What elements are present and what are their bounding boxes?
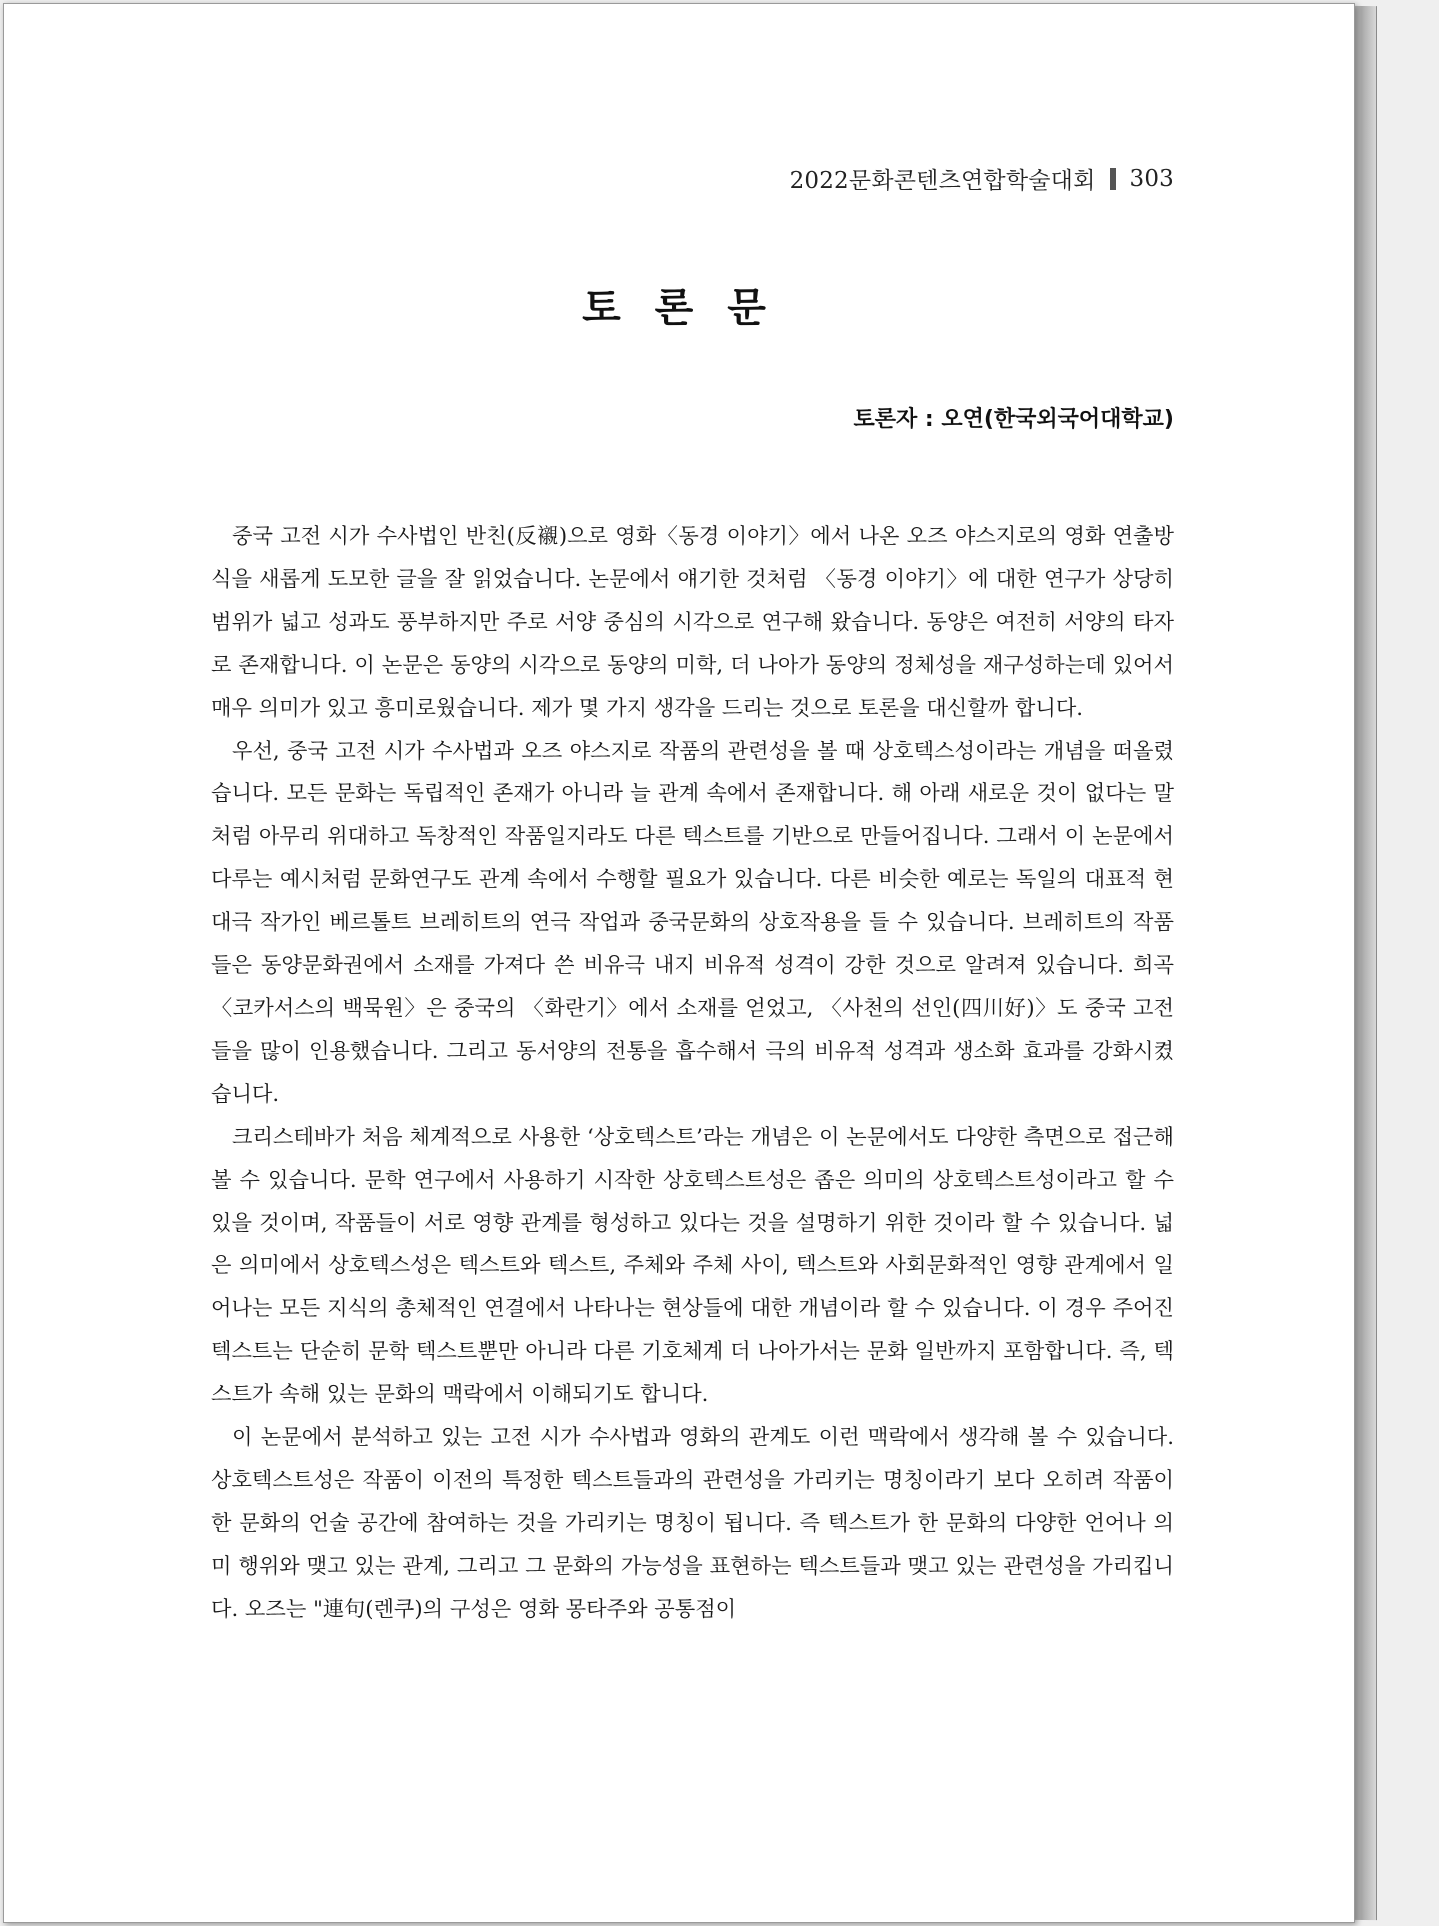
paragraph-2: 우선, 중국 고전 시가 수사법과 오즈 야스지로 작품의 관련성을 볼 때 상호텍스성이라는 개념을 떠올렸습니다. 모든 문화는 독립적인 존재가 아니라 늘 관계 속에서 존재합니다. 해 아래 새로운 것이 없다는 말처럼 아무리 위대하고 독창적인 작품일지라도 다른 텍스트를 기반으로 만들어집니다. 그래서 이 논문에서 다루는 예시처럼 문화연구도 관계 속에서 수행할 필요가 있습니다. 다른 비슷한 예로는 독일의 대표적 현대극 작가인 베르톨트 브레히트의 연극 작업과 중국문화의 상호작용을 들 수 있습니다. 브레히트의 작품들은 동양문화권에서 소재를 가져다 쓴 비유극 내지 비유적 성격이 강한 것으로 알려져 있습니다. 희곡 〈코카서스의 백묵원〉은 중국의 〈화란기〉에서 소재를 얻었고, 〈사천의 선인(四川好)〉도 중국 고전들을 많이 인용했습니다. 그리고 동서양의 전통을 흡수해서 극의 비유적 성격과 생소화 효과를 강화시켰습니다.: [211, 737, 1174, 1106]
body-text: [211, 515, 1174, 1631]
running-title: 2022문화콘텐츠연합학술대회: [789, 168, 1096, 194]
running-header: [790, 162, 1174, 195]
header-separator-bar: [1110, 168, 1116, 190]
paragraph-1: 중국 고전 시가 수사법인 반친(反襯)으로 영화〈동경 이야기〉에서 나온 오즈 야스지로의 영화 연출방식을 새롭게 도모한 글을 잘 읽었습니다. 논문에서 얘기한 것처럼 〈동경 이야기〉에 대한 연구가 상당히 범위가 넓고 성과도 풍부하지만 주로 서양 중심의 시각으로 연구해 왔습니다. 동양은 여전히 서양의 타자로 존재합니다. 이 논문은 동양의 시각으로 동양의 미학, 더 나아가 동양의 정체성을 재구성하는데 있어서 매우 의미가 있고 흥미로웠습니다. 제가 몇 가지 생각을 드리는 것으로 토론을 대신할까 합니다.: [211, 523, 1174, 720]
paragraph-4: 이 논문에서 분석하고 있는 고전 시가 수사법과 영화의 관계도 이런 맥락에서 생각해 볼 수 있습니다. 상호텍스트성은 작품이 이전의 특정한 텍스트들과의 관련성을 가리키는 명칭이라기 보다 오히려 작품이 한 문화의 언술 공간에 참여하는 것을 가리키는 명칭이 됩니다. 즉 텍스트가 한 문화의 다양한 언어나 의미 행위와 맺고 있는 관계, 그리고 그 문화의 가능성을 표현하는 텍스트들과 맺고 있는 관련성을 가리킵니다. 오즈는 "連句(렌쿠)의 구성은 영화 몽타주와 공통점이: [211, 1424, 1174, 1621]
paragraph-3: 크리스테바가 처음 체계적으로 사용한 ‘상호텍스트’라는 개념은 이 논문에서도 다양한 측면으로 접근해 볼 수 있습니다. 문학 연구에서 사용하기 시작한 상호텍스트성은 좁은 의미의 상호텍스트성이라고 할 수 있을 것이며, 작품들이 서로 영향 관계를 형성하고 있다는 것을 설명하기 위한 것이라 할 수 있습니다. 넓은 의미에서 상호텍스성은 텍스트와 텍스트, 주체와 주체 사이, 텍스트와 사회문화적인 영향 관계에서 일어나는 모든 지식의 총체적인 연결에서 나타나는 현상들에 대한 개념이라 할 수 있습니다. 이 경우 주어진 텍스트는 단순히 문학 텍스트뿐만 아니라 다른 기호체계 더 나아가서는 문화 일반까지 포함합니다. 즉, 텍스트가 속해 있는 문화의 맥락에서 이해되기도 합니다.: [211, 1123, 1174, 1407]
page-title: 토 론 문: [582, 285, 776, 331]
document-page: [3, 3, 1355, 1923]
page-number: 303: [1129, 165, 1174, 192]
discussant-line: 토론자 : 오연(한국외국어대학교): [853, 407, 1174, 432]
